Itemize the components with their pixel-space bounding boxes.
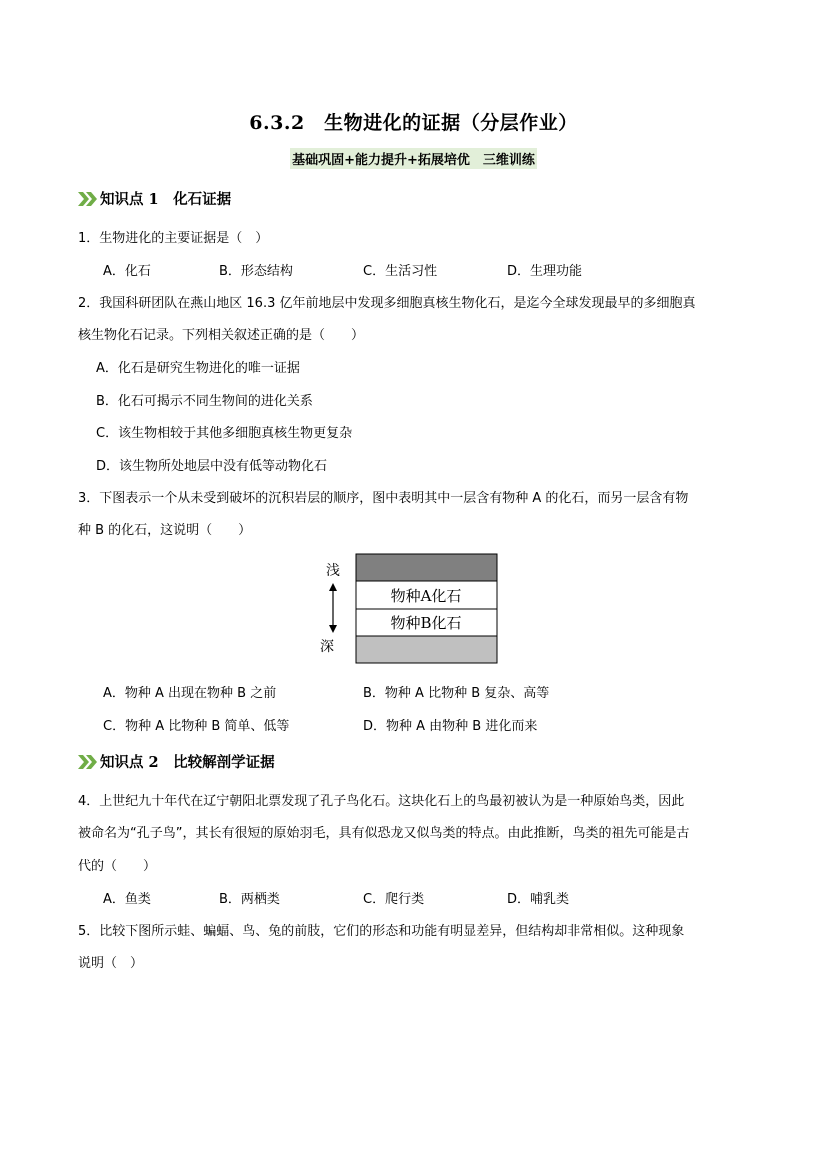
subtitle-wrap [0,148,827,169]
question-4-stem-line: 4．上世纪九十年代在辽宁朝阳北票发现了孔子鸟化石。这块化石上的鸟最初被认为是一种原始鸟类，因此 [78,794,685,809]
option: C．爬行类 [363,892,425,907]
option: A．化石是研究生物进化的唯一证据 [96,361,300,376]
option: A．鱼类 [103,892,151,907]
option: C．该生物相较于其他多细胞真核生物更复杂 [96,426,353,441]
strata-figure [320,553,500,665]
question-5-stem-line: 5．比较下图所示蛙、蝙蝠、鸟、兔的前肢，它们的形态和功能有明显差异，但结构却非常相似。这种现象 [78,924,685,939]
question-2-stem-line: 2．我国科研团队在燕山地区 16.3 亿年前地层中发现多细胞真核生物化石，是迄今全球发现最早的多细胞真 [78,296,696,311]
top-rock-layer [356,554,497,581]
bottom-rock-layer [356,636,497,663]
double-chevron-icon [78,192,98,206]
option: B．形态结构 [219,264,293,279]
option: D．哺乳类 [507,892,570,907]
option: A．物种 A 出现在物种 B 之前 [103,686,277,701]
section-header-1 [78,188,231,209]
section-label: 知识点 2 比较解剖学证据 [100,754,275,771]
layer-b-label: 物种B化石 [390,614,462,632]
double-chevron-icon [78,755,98,769]
question-4-stem-line: 代的（ ） [78,859,157,874]
section-header-2 [78,751,275,772]
option: B．化石可揭示不同生物间的进化关系 [96,394,313,409]
option: C．生活习性 [363,264,438,279]
question-2-stem-line: 核生物化石记录。下列相关叙述正确的是（ ） [78,328,365,343]
option: D．该生物所处地层中没有低等动物化石 [96,459,328,474]
option: D．生理功能 [507,264,583,279]
question-4-stem-line: 被命名为“孔子鸟”，其长有很短的原始羽毛，具有似恐龙又似鸟类的特点。由此推断，鸟类的祖先可能是古 [78,826,690,841]
question-3-stem-line: 3．下图表示一个从未受到破坏的沉积岩层的顺序，图中表明其中一层含有物种 A 的化石，而另一层含有物 [78,491,689,506]
shallow-label: 浅 [326,563,340,579]
option: D．物种 A 由物种 B 进化而来 [363,719,538,734]
depth-arrow-icon [329,583,337,633]
section-label: 知识点 1 化石证据 [100,191,232,208]
option: A．化石 [103,264,151,279]
option: B．物种 A 比物种 B 复杂、高等 [363,686,550,701]
page-title: 6.3.2 生物进化的证据（分层作业） [249,112,578,134]
option: C．物种 A 比物种 B 简单、低等 [103,719,290,734]
layer-a-label: 物种A化石 [390,587,462,605]
question-1-stem: 1．生物进化的主要证据是（ ） [78,231,269,246]
question-3-stem-line: 种 B 的化石，这说明（ ） [78,523,252,538]
question-5-stem-line: 说明（ ） [78,956,144,971]
deep-label: 深 [320,639,334,655]
option: B．两栖类 [219,892,280,907]
subtitle: 基础巩固+能力提升+拓展培优 三维训练 [290,148,537,169]
